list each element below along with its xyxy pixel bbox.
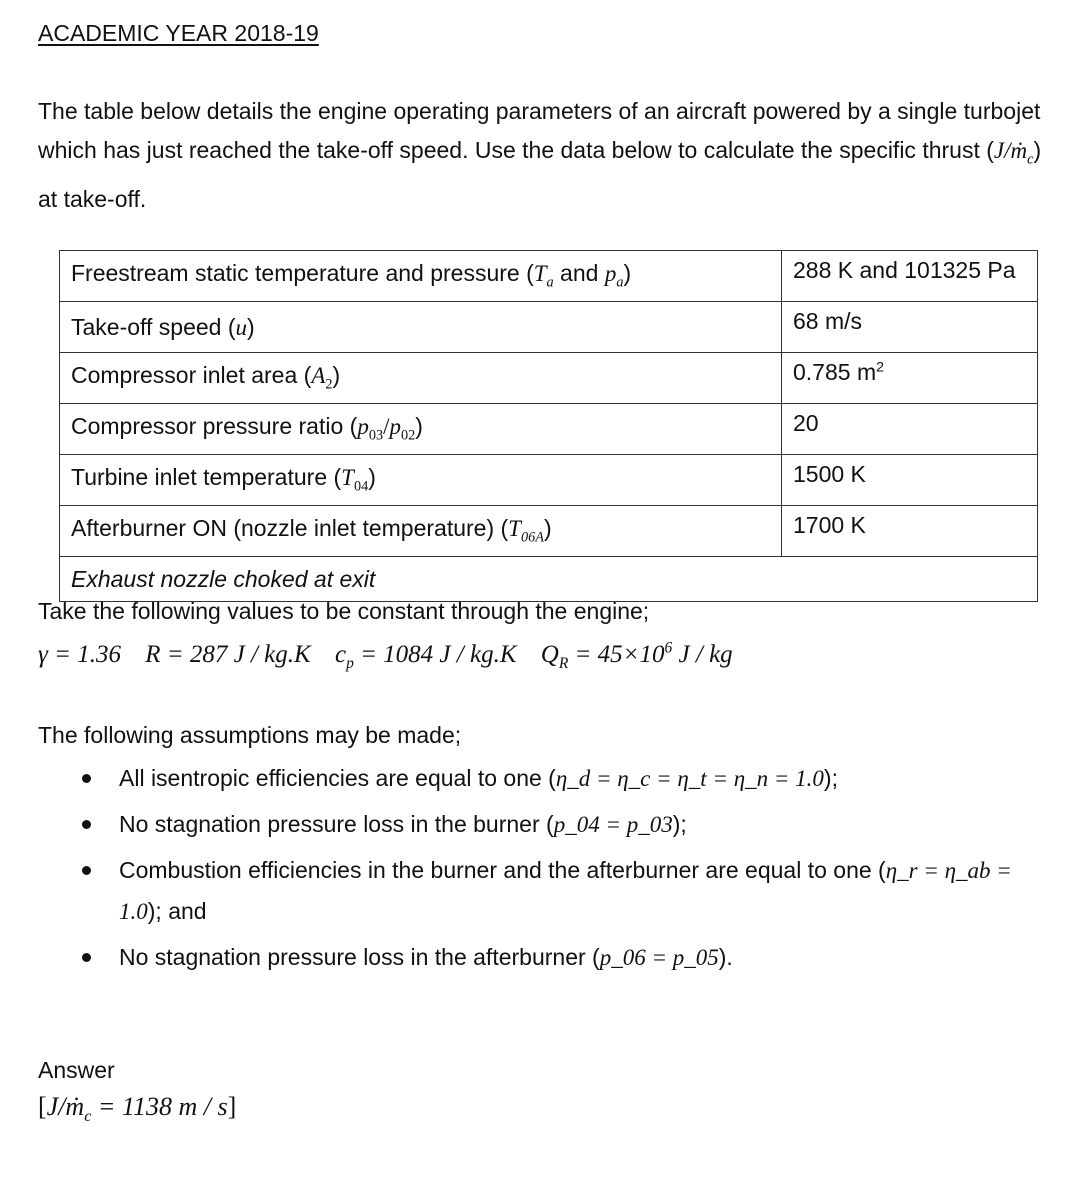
table-row (60, 404, 1038, 455)
answer-label: Answer (38, 1057, 115, 1083)
table-row (60, 455, 1038, 506)
gamma-constant: γ = 1.36 (38, 641, 121, 669)
param-value: 1500 K (782, 455, 1038, 506)
answer-value: [J/ṁ$_c$ = 1138 m / s] (38, 1092, 237, 1126)
constants-title: Take the following values to be constant through the engine; (38, 598, 650, 624)
table-row (60, 251, 1038, 302)
assumptions-title: The following assumptions may be made; (38, 722, 462, 748)
list-item: Combustion efficiencies in the burner and the afterburner are equal to one (η_r = η_ab = 1.0); and (78, 850, 1038, 932)
table-row (60, 557, 1038, 602)
list-item: No stagnation pressure loss in the afterburner (p_06 = p_05). (78, 937, 1038, 978)
table-row (60, 353, 1038, 404)
table-row (60, 506, 1038, 557)
param-value: 0.785 $m^2$ (782, 353, 1038, 404)
page-heading: ACADEMIC YEAR 2018-19 (38, 20, 319, 46)
gas-constant: R = 287 J / kg.K (145, 641, 311, 669)
assumptions-list (78, 758, 1038, 983)
table-note: Exhaust nozzle choked at exit (60, 557, 1038, 602)
intro-paragraph: The table below details the engine operating parameters of an aircraft powered by a single turbojet which has just reached the take-off speed. Use the data below to calculate the specific thrust (J/ṁ$_c$) at take-off. (38, 98, 1042, 212)
specific-heat-constant: $c_p = 1084$ J / kg.K (334, 641, 517, 673)
list-item: All isentropic efficiencies are equal to one (η_d = η_c = η_t = η_n = 1.0); (78, 758, 1038, 799)
param-label: Compressor pressure ratio $(p_{03}/p_{02})$ (60, 404, 782, 455)
list-item: No stagnation pressure loss in the burner (p_04 = p_03); (78, 804, 1038, 845)
table-row (60, 302, 1038, 353)
param-label: Compressor inlet area $(A_2)$ (60, 353, 782, 404)
param-value: 1700 K (782, 506, 1038, 557)
param-label: Take-off speed (u) (60, 302, 782, 353)
param-label: Turbine inlet temperature $(T_{04})$ (60, 455, 782, 506)
param-value: 68 m/s (782, 302, 1038, 353)
constants-line (38, 640, 733, 673)
param-value: 20 (782, 404, 1038, 455)
param-label: Afterburner ON (nozzle inlet temperature) $(T_{06A})$ (60, 506, 782, 557)
parameters-table (59, 250, 1038, 602)
param-value: 288 K and 101325 Pa (782, 251, 1038, 302)
heating-value-constant: $Q_R = 45\times 10^6$ J / kg (540, 640, 733, 673)
param-label: Freestream static temperature and pressure ($T_a$ and $p_a$) (60, 251, 782, 302)
